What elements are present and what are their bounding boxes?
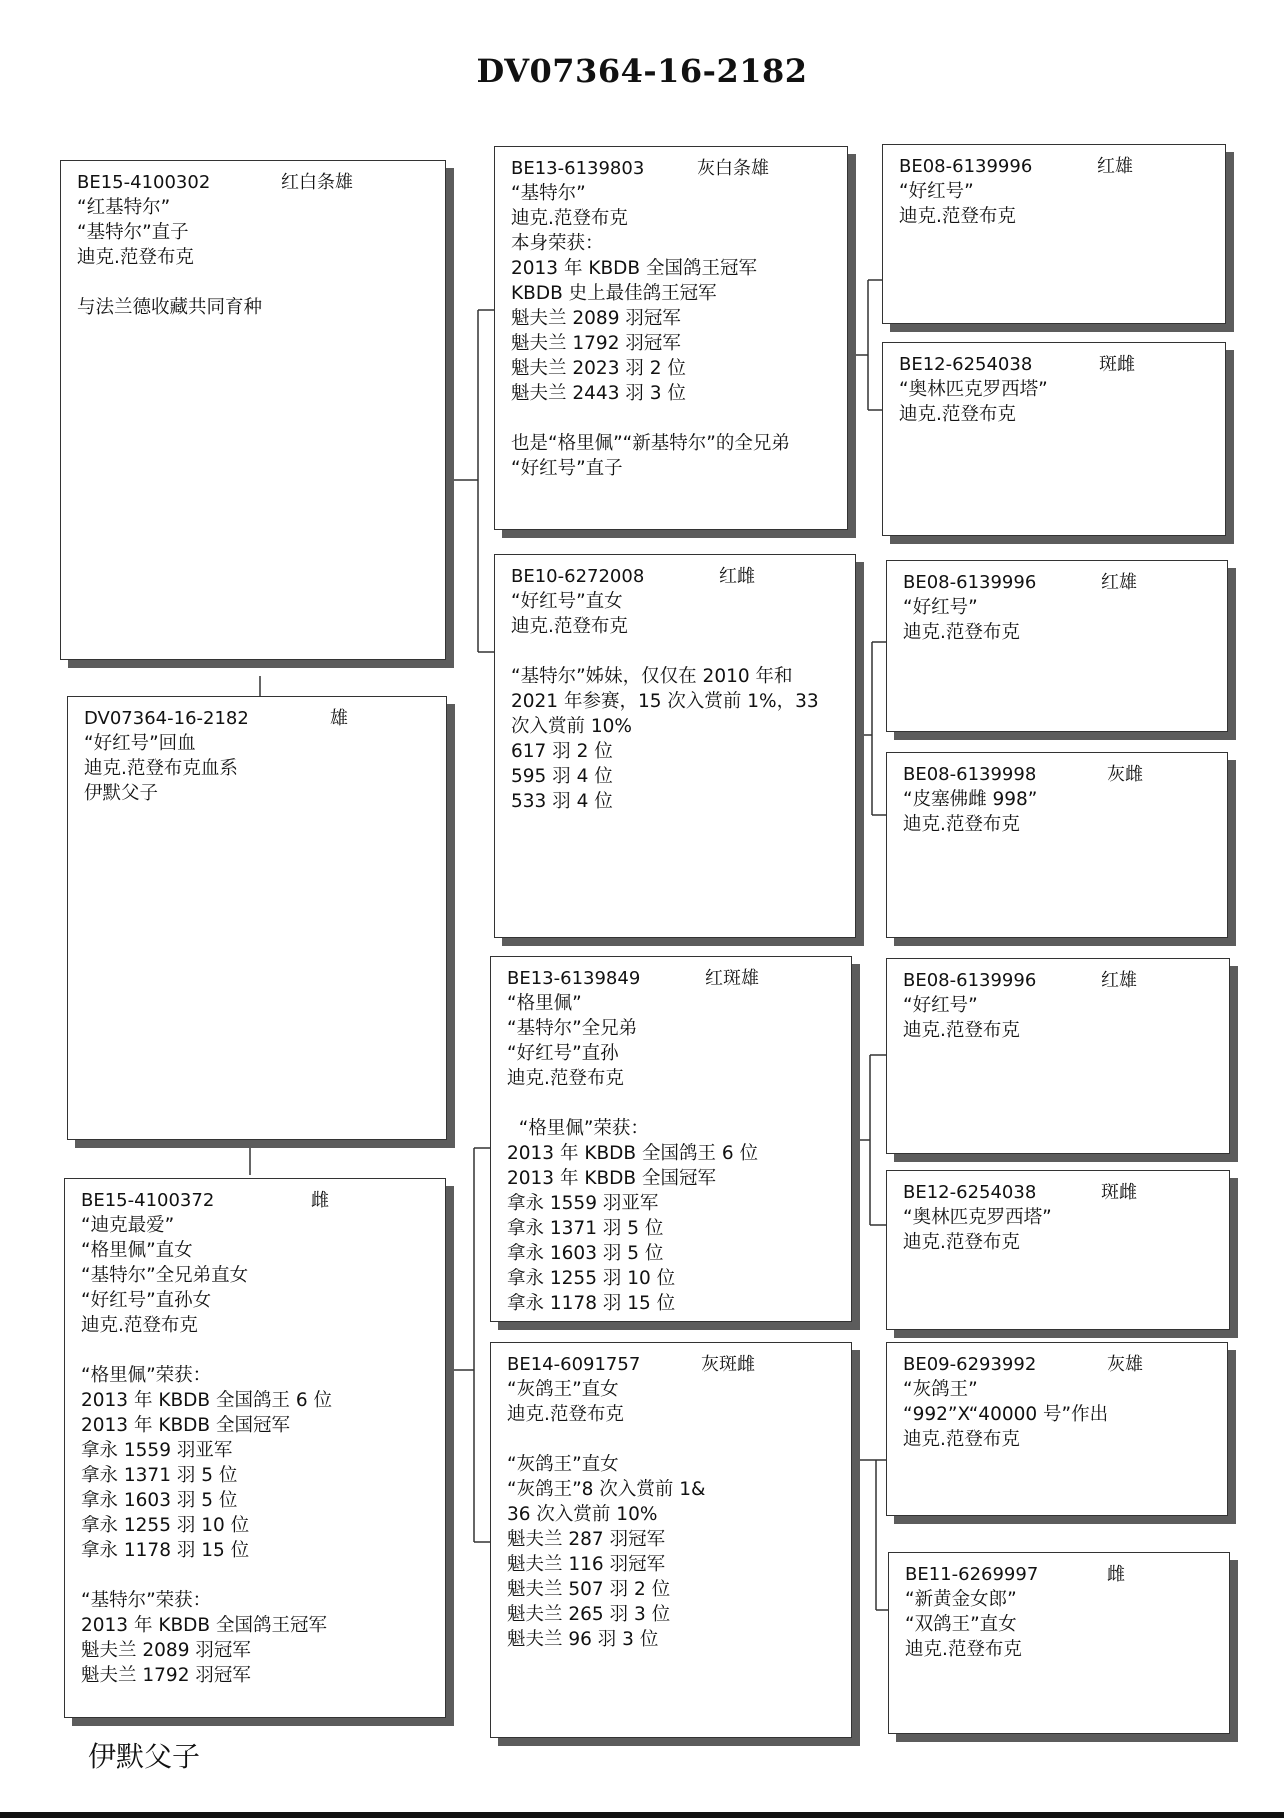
pedigree-notes [899,179,1209,229]
color-sex: 斑雌 [1099,354,1135,375]
note-line: 伊默父子 [84,783,159,804]
note-line: 魁夫兰 1792 羽冠军 [81,1665,251,1686]
note-line: 拿永 1255 羽 10 位 [81,1515,250,1536]
color-sex: 灰雄 [1107,1354,1143,1375]
breeder-signature: 伊默父子 [88,1740,201,1773]
note-line: 2021 年参赛，15 次入赏前 1%，33 [511,691,819,712]
color-sex: 雄 [330,708,348,729]
note-line: 魁夫兰 2089 羽冠军 [511,308,681,329]
subject-card [67,696,447,1140]
note-line: “皮塞佛雌 998” [903,789,1038,810]
note-line: “992”X“40000 号”作出 [903,1404,1109,1425]
note-line: 迪克.范登布克 [903,1020,1020,1041]
pedigree-notes [903,993,1213,1043]
ring-number: BE12-6254038 [903,1182,1037,1203]
note-line: 迪克.范登布克 [511,616,628,637]
note-line: “好红号” [899,181,974,202]
note-line: 迪克.范登布克 [903,1429,1020,1450]
note-line: 拿永 1603 羽 5 位 [507,1243,664,1264]
note-line: 2013 年 KBDB 全国鸽王冠军 [81,1615,327,1636]
note-line: KBDB 史上最佳鸽王冠军 [511,283,717,304]
note-line [81,1338,429,1363]
note-line: “好红号”直孙女 [81,1290,212,1311]
sss-card [882,144,1226,324]
pedigree-title: DV07364-16-2182 [476,52,808,90]
ring-number: DV07364-16-2182 [84,708,249,729]
note-line [507,1091,835,1116]
note-line: “奥林匹克罗西塔” [903,1207,1052,1228]
note-line: “好红号”直子 [511,458,623,479]
note-line: 拿永 1371 羽 5 位 [507,1218,664,1239]
note-line: 2013 年 KBDB 全国鸽王 6 位 [81,1390,333,1411]
note-line: 魁夫兰 507 羽 2 位 [507,1579,671,1600]
note-line: 也是“格里佩”“新基特尔”的全兄弟 [511,433,790,454]
ddd-card [888,1552,1230,1734]
ring-number: BE09-6293992 [903,1354,1037,1375]
note-line: 迪克.范登布克 [81,1315,198,1336]
note-line: “好红号”回血 [84,733,196,754]
note-line: 魁夫兰 2023 羽 2 位 [511,358,686,379]
note-line: “好红号”直女 [511,591,623,612]
note-line: 迪克.范登布克 [507,1404,624,1425]
pedigree-notes [507,1377,835,1652]
note-line: 2013 年 KBDB 全国鸽王冠军 [511,258,757,279]
note-line: 拿永 1559 羽亚军 [507,1193,659,1214]
color-sex: 斑雌 [1101,1182,1137,1203]
note-line: 本身荣获： [511,233,604,254]
dam-card [64,1178,446,1718]
note-line: 拿永 1255 羽 10 位 [507,1268,676,1289]
sds-card [886,560,1228,732]
note-line: 迪克.范登布克 [899,206,1016,227]
note-line: 迪克.范登布克 [903,1232,1020,1253]
note-line: 魁夫兰 287 羽冠军 [507,1529,666,1550]
pedigree-notes [84,731,430,806]
note-line: 迪克.范登布克 [77,247,194,268]
dam-dam-card [490,1342,852,1738]
color-sex: 灰雌 [1107,764,1143,785]
ring-number: BE08-6139996 [899,156,1033,177]
sire-card [60,160,446,660]
note-line: 拿永 1178 羽 15 位 [81,1540,250,1561]
note-line: “灰鸽王”直女 [507,1454,619,1475]
note-line: 2013 年 KBDB 全国鸽王 6 位 [507,1143,759,1164]
note-line: 魁夫兰 1792 羽冠军 [511,333,681,354]
pedigree-notes [511,589,839,814]
note-line: “格里佩” [507,993,582,1014]
note-line: 魁夫兰 116 羽冠军 [507,1554,666,1575]
note-line: 魁夫兰 265 羽 3 位 [507,1604,671,1625]
color-sex: 红雄 [1101,970,1137,991]
note-line: 魁夫兰 96 羽 3 位 [507,1629,659,1650]
note-line: “基特尔”荣获： [81,1590,212,1611]
bottom-rule [0,1812,1284,1818]
color-sex: 雌 [1107,1564,1125,1585]
note-line [81,1563,429,1588]
note-line: 拿永 1603 羽 5 位 [81,1490,238,1511]
note-line: 迪克.范登布克血系 [84,758,238,779]
color-sex: 灰白条雄 [697,158,769,179]
note-line: 2013 年 KBDB 全国冠军 [81,1415,290,1436]
color-sex: 雌 [311,1190,329,1211]
note-line: “好红号”直孙 [507,1043,619,1064]
note-line: “灰鸽王” [903,1379,978,1400]
note-line: 595 羽 4 位 [511,766,613,787]
note-line: “格里佩”直女 [81,1240,193,1261]
sdd-card [886,752,1228,938]
ssd-card [882,342,1226,536]
note-line: “新黄金女郎” [905,1589,1017,1610]
ring-number: BE15-4100372 [81,1190,215,1211]
dss-card [886,958,1230,1154]
color-sex: 灰斑雌 [701,1354,755,1375]
pedigree-notes [511,181,831,481]
pedigree-notes [507,991,835,1316]
ring-number: BE12-6254038 [899,354,1033,375]
note-line: 迪克.范登布克 [899,404,1016,425]
ring-number: BE08-6139998 [903,764,1037,785]
note-line: 与法兰德收藏共同育种 [77,297,263,318]
note-line: “迪克最爱” [81,1215,175,1236]
ring-number: BE08-6139996 [903,572,1037,593]
note-line: 2013 年 KBDB 全国冠军 [507,1168,716,1189]
note-line: 36 次入赏前 10% [507,1504,658,1525]
color-sex: 红雌 [719,566,755,587]
ring-number: BE11-6269997 [905,1564,1039,1585]
sire-sire-card [494,146,848,530]
note-line: “基特尔” [511,183,586,204]
pedigree-notes [77,195,429,320]
pedigree-notes [903,1377,1211,1452]
sire-dam-card [494,554,856,938]
note-line: 拿永 1371 羽 5 位 [81,1465,238,1486]
note-line: 迪克.范登布克 [903,622,1020,643]
color-sex: 红雄 [1097,156,1133,177]
pedigree-notes [905,1587,1213,1662]
note-line: 617 羽 2 位 [511,741,613,762]
note-line: 迪克.范登布克 [903,814,1020,835]
note-line: “基特尔”全兄弟直女 [81,1265,249,1286]
pedigree-notes [903,1205,1213,1255]
note-line: “格里佩”荣获： [507,1118,649,1139]
pedigree-notes [81,1213,429,1688]
note-line: 迪克.范登布克 [507,1068,624,1089]
dds-card [886,1342,1228,1516]
note-line: “基特尔”直子 [77,222,189,243]
note-line: “基特尔”全兄弟 [507,1018,638,1039]
ring-number: BE10-6272008 [511,566,645,587]
note-line: 拿永 1178 羽 15 位 [507,1293,676,1314]
note-line: “灰鸽王”直女 [507,1379,619,1400]
note-line: “好红号” [903,597,978,618]
pedigree-notes [903,595,1211,645]
note-line: 拿永 1559 羽亚军 [81,1440,233,1461]
note-line: 533 羽 4 位 [511,791,613,812]
note-line: “红基特尔” [77,197,171,218]
dsd-card [886,1170,1230,1330]
color-sex: 红雄 [1101,572,1137,593]
dam-sire-card [490,956,852,1322]
note-line [511,639,839,664]
pedigree-notes [899,377,1209,427]
note-line: 魁夫兰 2089 羽冠军 [81,1640,251,1661]
note-line: “好红号” [903,995,978,1016]
note-line: “格里佩”荣获： [81,1365,212,1386]
color-sex: 红斑雄 [705,968,759,989]
note-line [507,1427,835,1452]
note-line: “灰鸽王”8 次入赏前 1& [507,1479,706,1500]
note-line: “基特尔”姊妹，仅仅在 2010 年和 [511,666,793,687]
pedigree-notes [903,787,1211,837]
ring-number: BE14-6091757 [507,1354,641,1375]
note-line: “奥林匹克罗西塔” [899,379,1048,400]
ring-number: BE13-6139803 [511,158,645,179]
note-line: 次入赏前 10% [511,716,633,737]
note-line [511,406,831,431]
note-line: 魁夫兰 2443 羽 3 位 [511,383,686,404]
note-line: “双鸽王”直女 [905,1614,1017,1635]
ring-number: BE08-6139996 [903,970,1037,991]
color-sex: 红白条雄 [281,172,353,193]
note-line: 迪克.范登布克 [905,1639,1022,1660]
ring-number: BE13-6139849 [507,968,641,989]
ring-number: BE15-4100302 [77,172,211,193]
note-line: 迪克.范登布克 [511,208,628,229]
note-line [77,270,429,295]
